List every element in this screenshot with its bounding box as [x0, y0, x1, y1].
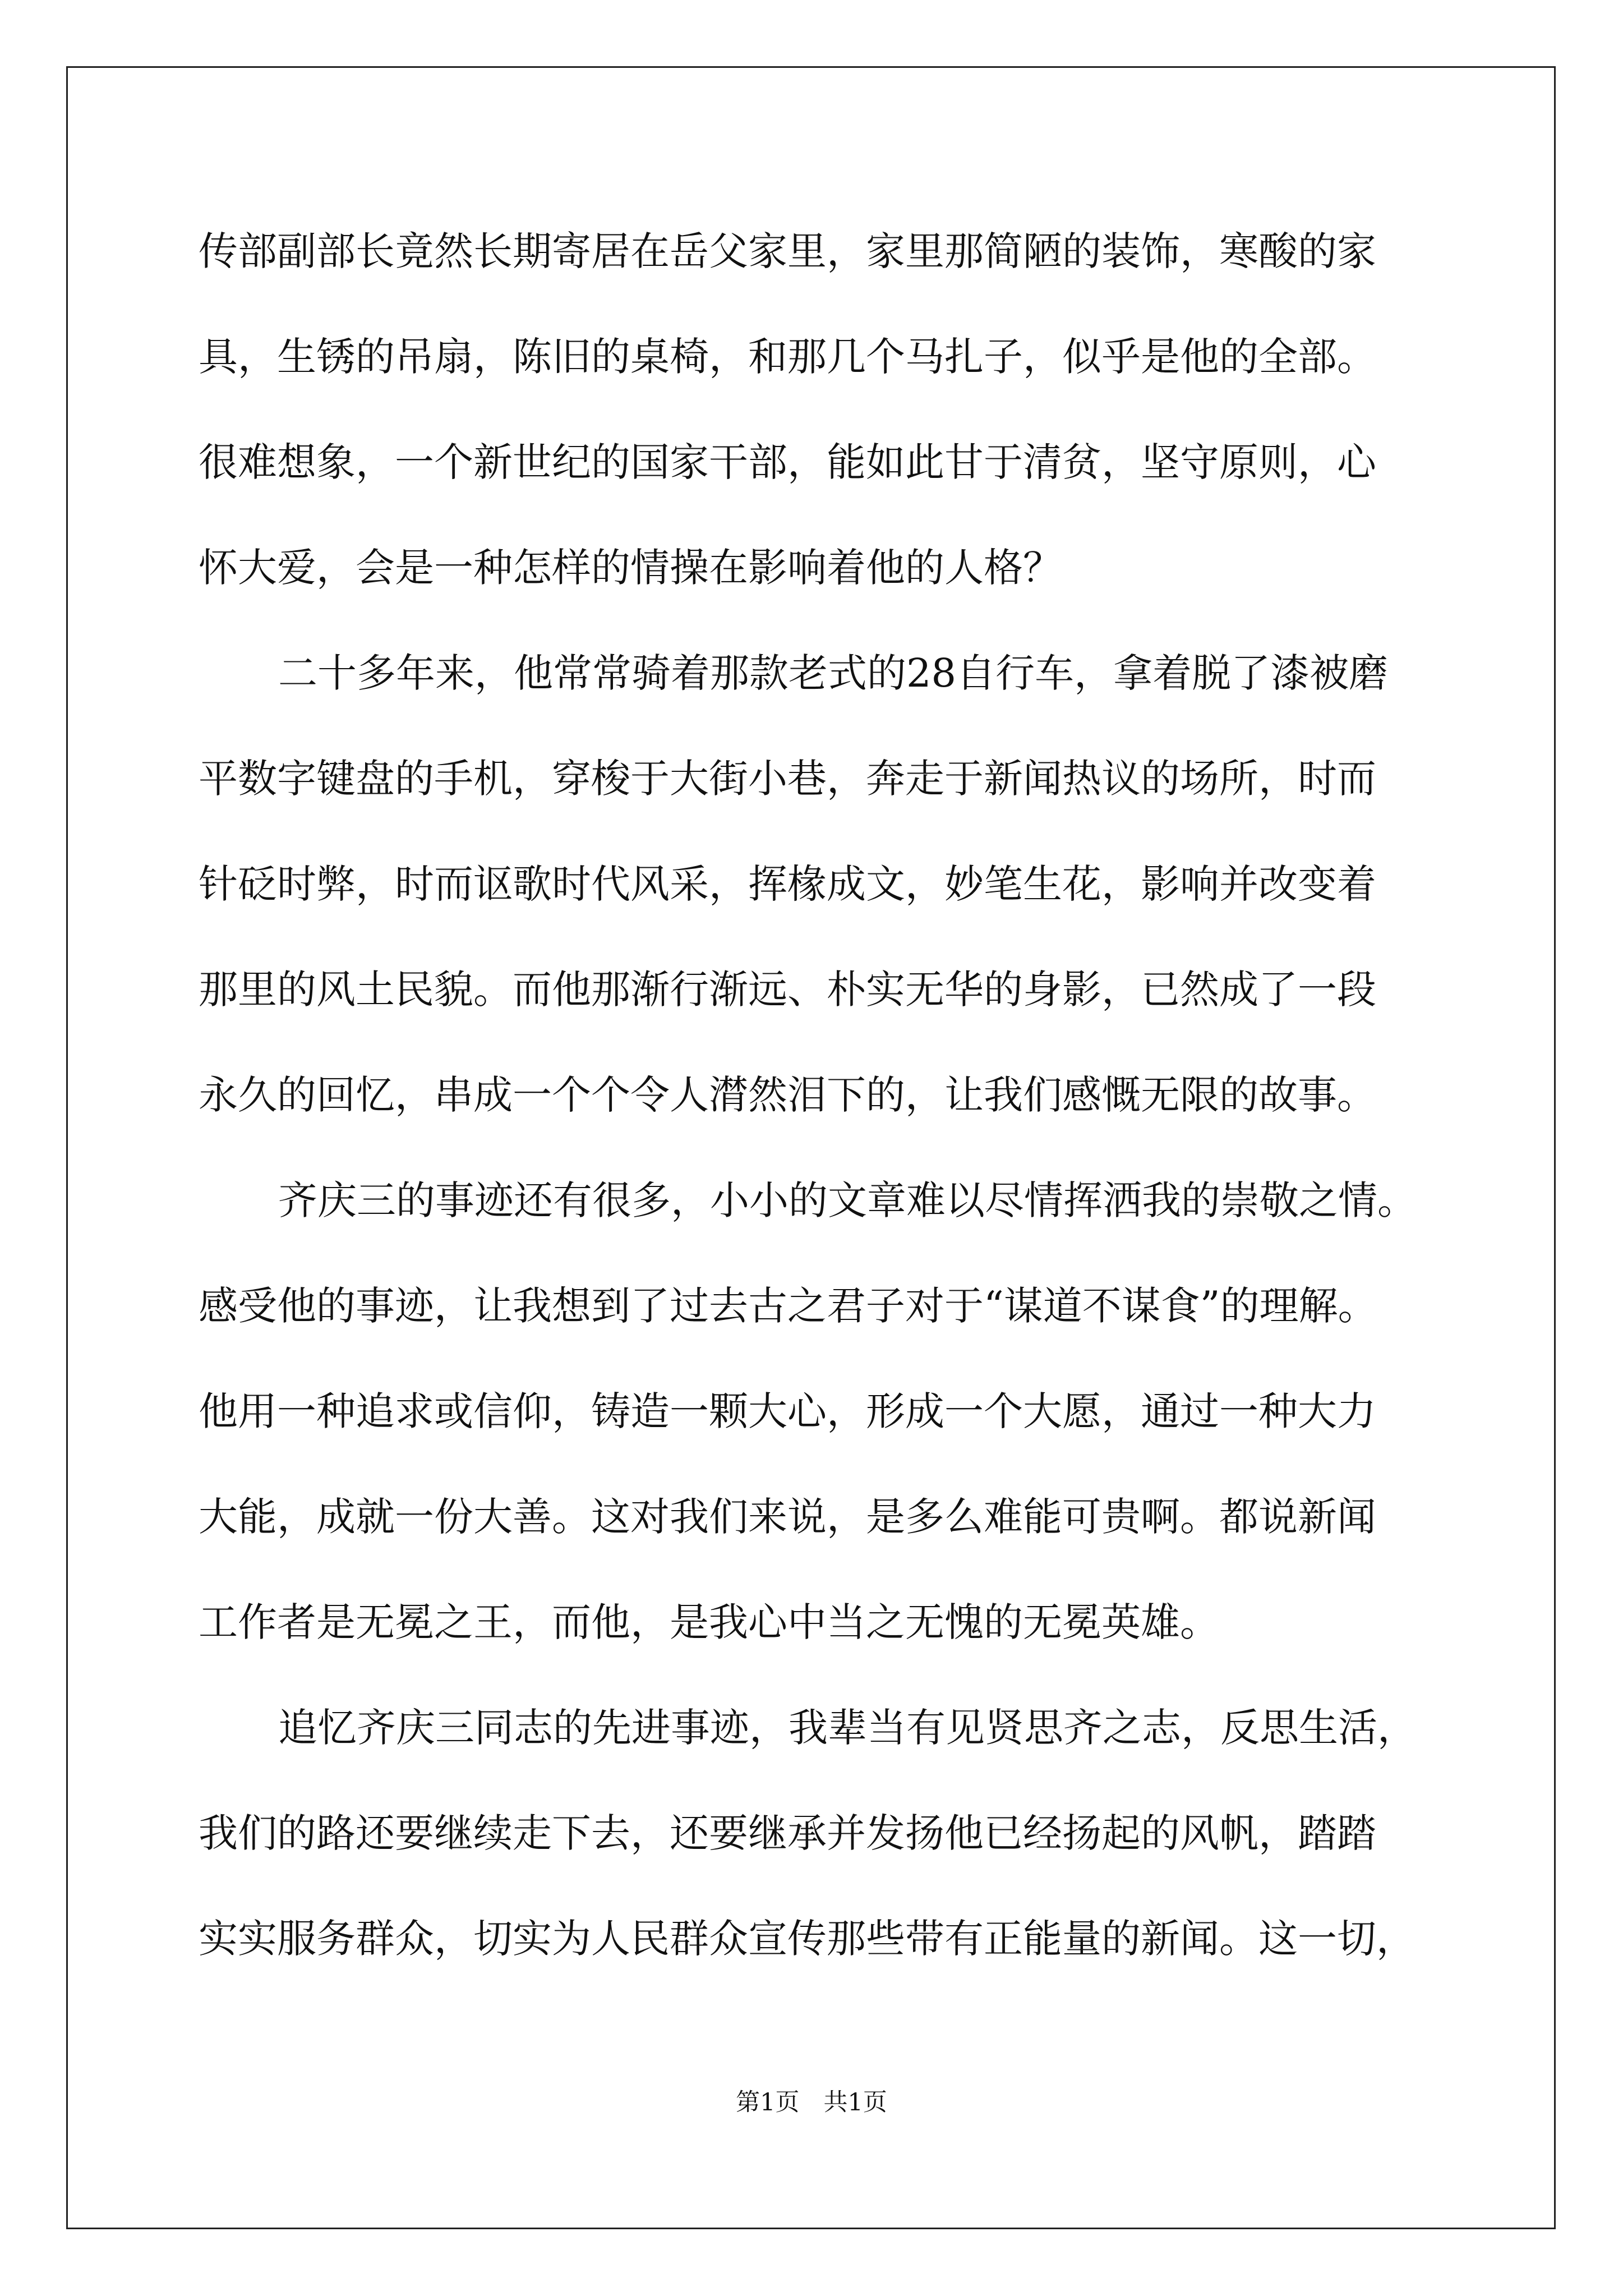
paragraph-line: 工作者是无冕之王，而他，是我心中当之无愧的无冕英雄。 [199, 1599, 1219, 1645]
paragraph-line: 很难想象，一个新世纪的国家干部，能如此甘于清贫，坚守原则，心 [199, 439, 1376, 485]
page-number-footer: 第1页 共1页 [736, 2088, 887, 2116]
paragraph-line: 具，生锈的吊扇，陈旧的桌椅，和那几个马扎子，似乎是他的全部。 [199, 334, 1376, 380]
paragraph-line: 我们的路还要继续走下去，还要继承并发扬他已经扬起的风帆，踏踏 [199, 1810, 1376, 1856]
paragraph-line: 感受他的事迹，让我想到了过去古之君子对于“谋道不谋食”的理解。 [199, 1283, 1377, 1329]
paragraph-line: 他用一种追求或信仰，铸造一颗大心，形成一个大愿，通过一种大力 [199, 1388, 1376, 1434]
paragraph-line: 怀大爱，会是一种怎样的情操在影响着他的人格？ [199, 545, 1062, 591]
paragraph-line: 追忆齐庆三同志的先进事迹，我辈当有见贤思齐之志，反思生活， [278, 1705, 1417, 1751]
paragraph-line: 平数字键盘的手机，穿梭于大街小巷，奔走于新闻热议的场所，时而 [199, 756, 1376, 802]
paragraph-line: 传部副部长竟然长期寄居在岳父家里，家里那简陋的装饰，寒酸的家 [199, 228, 1376, 274]
paragraph-line: 那里的风土民貌。而他那渐行渐远、朴实无华的身影，已然成了一段 [199, 967, 1376, 1013]
paragraph-line: 针砭时弊，时而讴歌时代风采，挥椽成文，妙笔生花，影响并改变着 [199, 861, 1376, 907]
paragraph-line: 二十多年来，他常常骑着那款老式的28自行车，拿着脱了漆被磨 [278, 650, 1389, 696]
paragraph-line: 永久的回忆，串成一个个令人潸然泪下的，让我们感慨无限的故事。 [199, 1072, 1376, 1118]
paragraph-line: 大能，成就一份大善。这对我们来说，是多么难能可贵啊。都说新闻 [199, 1494, 1376, 1540]
paragraph-line: 齐庆三的事迹还有很多，小小的文章难以尽情挥洒我的崇敬之情。 [278, 1177, 1417, 1223]
paragraph-line: 实实服务群众，切实为人民群众宣传那些带有正能量的新闻。这一切， [199, 1916, 1415, 1962]
